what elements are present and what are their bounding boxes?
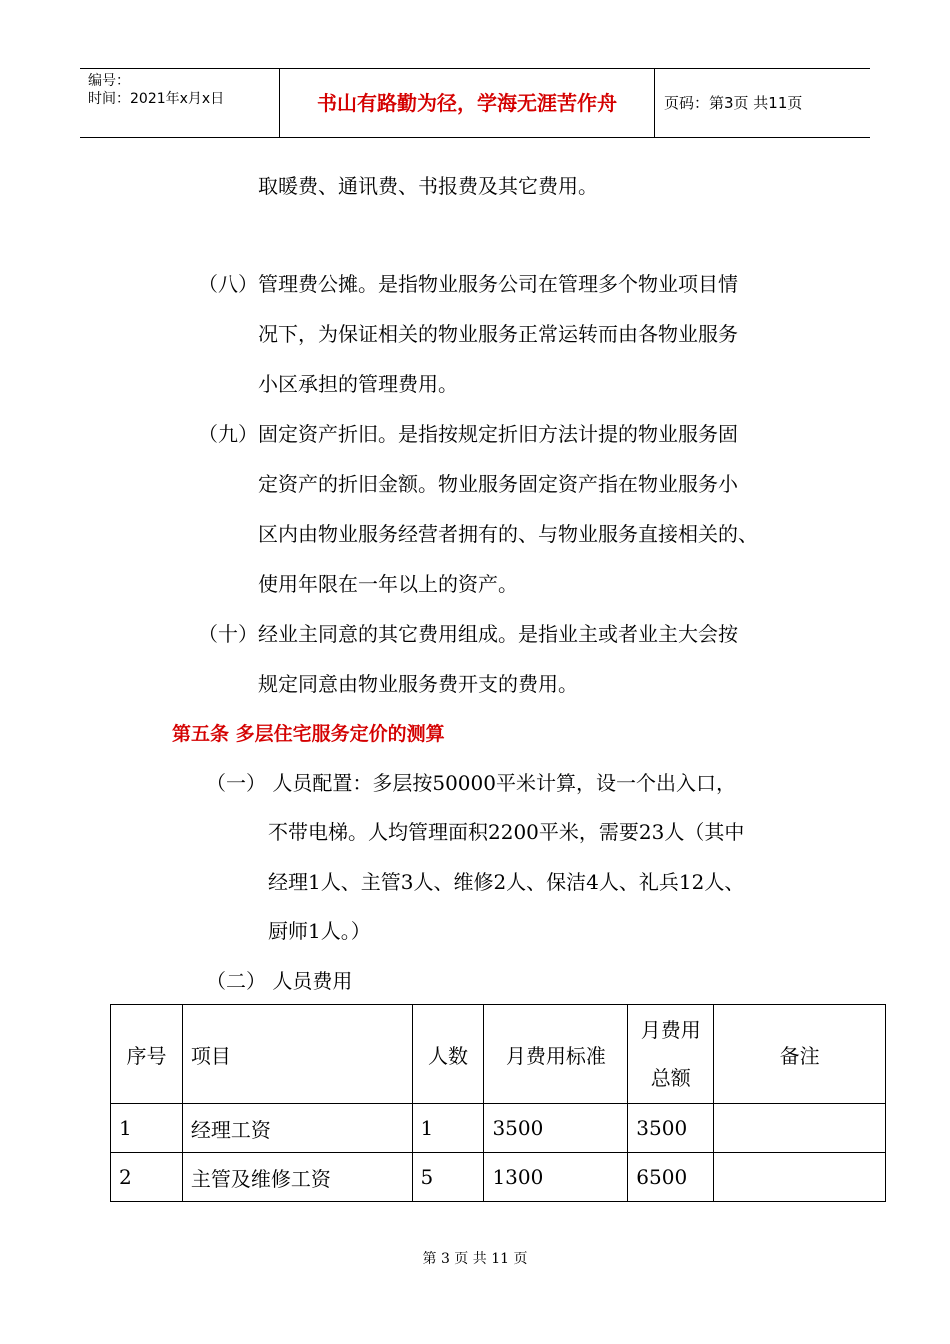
paragraph-line: 经理1人、主管3人、维修2人、保洁4人、礼兵12人、 [268, 870, 745, 894]
cell-item: 经理工资 [182, 1104, 412, 1153]
header-note: 备注 [714, 1005, 886, 1104]
cell-seq: 2 [111, 1153, 183, 1202]
cell-count: 5 [412, 1153, 484, 1202]
cell-count: 1 [412, 1104, 484, 1153]
table-header-row [111, 1005, 886, 1104]
paragraph-line: 定资产的折旧金额。物业服务固定资产指在物业服务小 [258, 472, 738, 496]
number-label: 编号： [88, 73, 130, 89]
cell-item: 主管及维修工资 [182, 1153, 412, 1202]
cell-note [714, 1104, 886, 1153]
paragraph-line: 小区承担的管理费用。 [258, 372, 458, 396]
paragraph-line: 区内由物业服务经营者拥有的、与物业服务直接相关的、 [258, 522, 758, 546]
cell-standard: 3500 [484, 1104, 628, 1153]
personnel-cost-table [110, 1004, 886, 1202]
header-item: 项目 [182, 1005, 412, 1104]
header-standard: 月费用标准 [484, 1005, 628, 1104]
paragraph-line: 使用年限在一年以上的资产。 [258, 572, 518, 596]
page-header [80, 68, 870, 138]
paragraph-line: 况下，为保证相关的物业服务正常运转而由各物业服务 [258, 322, 738, 346]
cell-seq: 1 [111, 1104, 183, 1153]
paragraph-line: 不带电梯。人均管理面积2200平米，需要23人（其中 [268, 820, 745, 844]
header-count: 人数 [412, 1005, 484, 1104]
time-label: 时间：2021年x月x日 [88, 91, 225, 107]
paragraph-line: 规定同意由物业服务费开支的费用。 [258, 672, 578, 696]
cell-total: 3500 [628, 1104, 714, 1153]
header-total-line2: 总额 [650, 1066, 691, 1090]
header-seq: 序号 [111, 1005, 183, 1104]
header-page-info: 页码：第3页 共11页 [664, 94, 803, 112]
header-motto: 书山有路勤为径，学海无涯苦作舟 [280, 69, 655, 137]
header-meta [80, 69, 280, 137]
cell-note [714, 1153, 886, 1202]
paragraph-line: （一） 人员配置：多层按50000平米计算，设一个出入口， [206, 771, 736, 795]
paragraph-line: （二） 人员费用 [206, 969, 353, 993]
paragraph-line: （八）管理费公摊。是指物业服务公司在管理多个物业项目情 [198, 272, 738, 296]
header-total-line1: 月费用 [640, 1018, 701, 1042]
paragraph-line: （十）经业主同意的其它费用组成。是指业主或者业主大会按 [198, 622, 738, 646]
paragraph-line: （九）固定资产折旧。是指按规定折旧方法计提的物业服务固 [198, 422, 738, 446]
table-row [111, 1104, 886, 1153]
paragraph-line: 厨师1人。） [268, 919, 371, 943]
article-heading: 第五条 多层住宅服务定价的测算 [172, 723, 445, 745]
header-total [628, 1005, 714, 1104]
cell-standard: 1300 [484, 1153, 628, 1202]
table-row [111, 1153, 886, 1202]
cell-total: 6500 [628, 1153, 714, 1202]
paragraph-line: 取暖费、通讯费、书报费及其它费用。 [258, 174, 598, 198]
page-footer: 第 3 页 共 11 页 [422, 1251, 528, 1267]
